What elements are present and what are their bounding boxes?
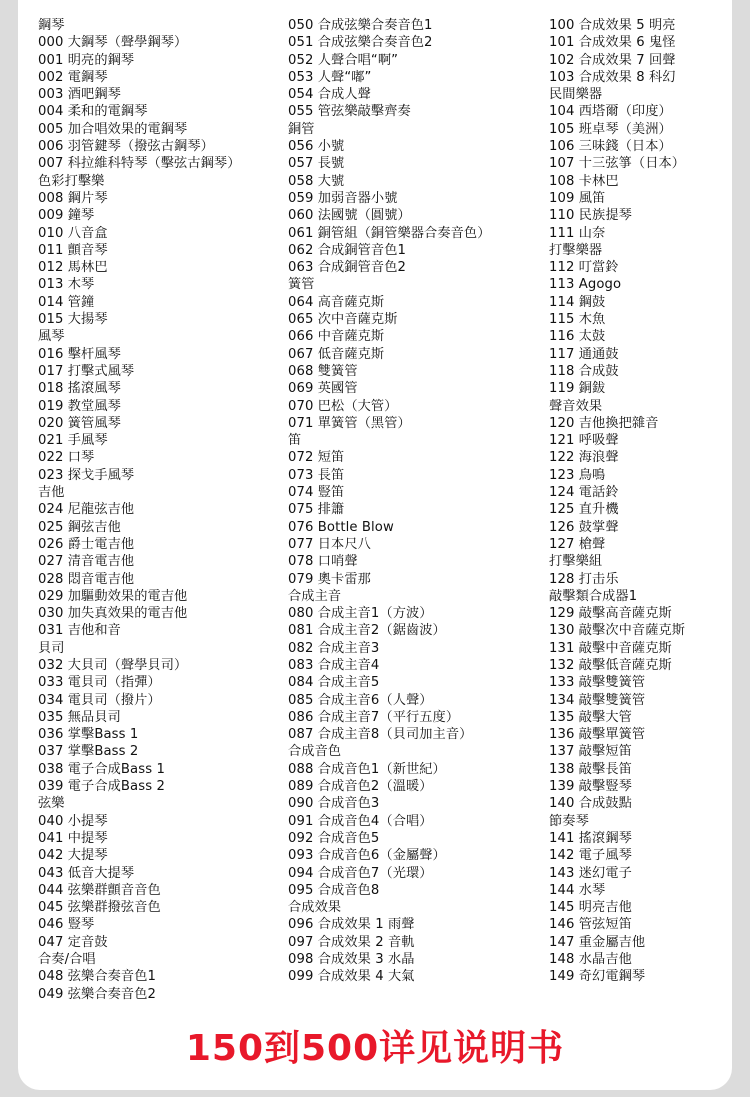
instrument-list-item: 072 短笛 <box>288 450 345 466</box>
instrument-list-item: 086 合成主音7（平行五度） <box>288 709 460 725</box>
instrument-list-item: 109 風笛 <box>549 190 606 206</box>
instrument-list-item: 024 尼龍弦吉他 <box>38 502 135 518</box>
instrument-list-item: 010 八音盒 <box>38 225 108 241</box>
instrument-list-item: 011 顫音琴 <box>38 242 108 258</box>
instrument-list-item: 打擊樂器 <box>549 242 603 258</box>
instrument-list-item: 128 打击乐 <box>549 571 619 587</box>
instrument-list-item: 089 合成音色2（溫暖） <box>288 779 433 795</box>
instrument-list-item: 104 西塔爾（印度） <box>549 104 672 120</box>
instrument-list-item: 048 弦樂合奏音色1 <box>38 969 156 985</box>
instrument-list-item: 合成音色 <box>288 744 342 760</box>
instrument-list-item: 聲音效果 <box>549 398 603 414</box>
instrument-list-item: 106 三味錢（日本） <box>549 139 672 155</box>
instrument-list-item: 121 呼吸聲 <box>549 433 619 449</box>
instrument-list-item: 105 班卓琴（美洲） <box>549 121 672 137</box>
instrument-list-item: 069 英國管 <box>288 381 358 397</box>
instrument-list-item: 043 低音大提琴 <box>38 865 135 881</box>
instrument-list-item: 102 合成效果 7 回聲 <box>549 52 676 68</box>
instrument-list-item: 笛 <box>288 433 302 449</box>
instrument-list-item: 129 敲擊高音薩克斯 <box>549 606 672 622</box>
instrument-list-item: 022 口琴 <box>38 450 95 466</box>
instrument-list-item: 114 鋼鼓 <box>549 294 606 310</box>
instrument-list-item: 124 電話鈴 <box>549 485 619 501</box>
instrument-list-item: 023 探戈手風琴 <box>38 467 135 483</box>
instrument-list-item: 066 中音薩克斯 <box>288 329 385 345</box>
instrument-list-item: 055 管弦樂敲擊齊奏 <box>288 104 411 120</box>
instrument-list-item: 079 奧卡雷那 <box>288 571 371 587</box>
instrument-list-item: 060 法國號（圓號） <box>288 208 411 224</box>
instrument-list-item: 000 大鋼琴（聲學鋼琴） <box>38 35 188 51</box>
instrument-list-item: 016 擊杆風琴 <box>38 346 121 362</box>
instrument-list-item: 140 合成鼓點 <box>549 796 632 812</box>
instrument-list-item: 058 大號 <box>288 173 345 189</box>
instrument-list-item: 062 合成銅管音色1 <box>288 242 406 258</box>
instrument-list-item: 122 海浪聲 <box>549 450 619 466</box>
instrument-list-item: 146 管弦短笛 <box>549 917 632 933</box>
instrument-list-item: 117 通通鼓 <box>549 346 619 362</box>
instrument-list-item: 083 合成主音4 <box>288 657 380 673</box>
instrument-list-item: 091 合成音色4（合唱） <box>288 813 433 829</box>
instrument-list-item: 145 明亮吉他 <box>549 900 632 916</box>
instrument-list-item: 026 爵士電吉他 <box>38 536 135 552</box>
instrument-list-item: 067 低音薩克斯 <box>288 346 385 362</box>
instrument-list-item: 107 十三弦箏（日本） <box>549 156 686 172</box>
instrument-list-item: 打擊樂組 <box>549 554 603 570</box>
instrument-list-item: 053 人聲“嘟” <box>288 69 372 85</box>
instrument-list-item: 142 電子風琴 <box>549 848 632 864</box>
instrument-list-item: 088 合成音色1（新世紀） <box>288 761 446 777</box>
footer-note: 150到500详见说明书 <box>185 1028 565 1069</box>
instrument-list-item: 027 清音電吉他 <box>38 554 135 570</box>
instrument-list-item: 018 搖滾風琴 <box>38 381 121 397</box>
instrument-list-item: 028 悶音電吉他 <box>38 571 135 587</box>
instrument-list-item: 038 電子合成Bass 1 <box>38 761 165 777</box>
instrument-list-item: 092 合成音色5 <box>288 830 380 846</box>
instrument-list-item: 111 山奈 <box>549 225 606 241</box>
instrument-list-item: 吉他 <box>38 485 65 501</box>
instrument-list-item: 041 中提琴 <box>38 830 108 846</box>
instrument-list-item: 113 Agogo <box>549 277 622 293</box>
instrument-list-item: 149 奇幻電鋼琴 <box>549 969 646 985</box>
instrument-list-item: 056 小號 <box>288 139 345 155</box>
instrument-list-item: 148 水晶吉他 <box>549 952 632 968</box>
instrument-list-item: 096 合成效果 1 雨聲 <box>288 917 415 933</box>
instrument-list-item: 070 巴松（大管） <box>288 398 398 414</box>
instrument-list-item: 032 大貝司（聲學貝司） <box>38 657 188 673</box>
instrument-list-item: 合成主音 <box>288 588 342 604</box>
instrument-list-item: 132 敲擊低音薩克斯 <box>549 657 672 673</box>
instrument-list-item: 民間樂器 <box>549 87 603 103</box>
instrument-list-item: 119 銅鈸 <box>549 381 606 397</box>
instrument-list-item: 039 電子合成Bass 2 <box>38 779 165 795</box>
instrument-list-item: 097 合成效果 2 音軌 <box>288 934 415 950</box>
instrument-list-item: 052 人聲合唱“啊” <box>288 52 399 68</box>
instrument-list-item: 126 鼓掌聲 <box>549 519 619 535</box>
instrument-list-item: 銅管 <box>288 121 315 137</box>
instrument-list-sheet <box>18 0 732 1090</box>
instrument-list-item: 125 直升機 <box>549 502 619 518</box>
instrument-list-item: 合成效果 <box>288 900 342 916</box>
instrument-list-item: 112 叮當鈴 <box>549 260 619 276</box>
instrument-list-item: 030 加失真效果的電吉他 <box>38 606 188 622</box>
instrument-list-item: 002 電鋼琴 <box>38 69 108 85</box>
instrument-list-item: 093 合成音色6（金屬聲） <box>288 848 446 864</box>
instrument-list-item: 131 敲擊中音薩克斯 <box>549 640 672 656</box>
instrument-list-item: 034 電貝司（撥片） <box>38 692 161 708</box>
instrument-list-item: 080 合成主音1（方波） <box>288 606 433 622</box>
instrument-list-item: 127 槍聲 <box>549 536 606 552</box>
instrument-list-item: 063 合成銅管音色2 <box>288 260 406 276</box>
instrument-list-item: 081 合成主音2（鋸齒波） <box>288 623 446 639</box>
instrument-list-item: 103 合成效果 8 科幻 <box>549 69 676 85</box>
instrument-list-item: 108 卡林巴 <box>549 173 619 189</box>
instrument-list-item: 033 電貝司（指彈） <box>38 675 161 691</box>
instrument-list-item: 094 合成音色7（光環） <box>288 865 433 881</box>
instrument-list-item: 135 敲擊大管 <box>549 709 632 725</box>
instrument-list-item: 143 迷幻電子 <box>549 865 632 881</box>
instrument-list-item: 037 掌擊Bass 2 <box>38 744 139 760</box>
instrument-list-item: 138 敲擊長笛 <box>549 761 632 777</box>
instrument-list-item: 042 大提琴 <box>38 848 108 864</box>
instrument-list-item: 020 簧管風琴 <box>38 415 121 431</box>
instrument-list-item: 敲擊類合成器1 <box>549 588 638 604</box>
instrument-list-item: 095 合成音色8 <box>288 882 380 898</box>
instrument-list-item: 節奏琴 <box>549 813 589 829</box>
instrument-list-item: 123 鳥鳴 <box>549 467 606 483</box>
instrument-list-item: 049 弦樂合奏音色2 <box>38 986 156 1002</box>
instrument-list-item: 色彩打擊樂 <box>38 173 105 189</box>
instrument-list-item: 115 木魚 <box>549 312 606 328</box>
instrument-column-1 <box>38 17 288 1003</box>
instrument-list-item: 046 豎琴 <box>38 917 95 933</box>
instrument-list-item: 015 大揚琴 <box>38 312 108 328</box>
instrument-list-item: 簧管 <box>288 277 315 293</box>
instrument-list-item: 050 合成弦樂合奏音色1 <box>288 18 433 33</box>
instrument-list-item: 101 合成效果 6 鬼怪 <box>549 35 676 51</box>
instrument-list-item: 風琴 <box>38 329 65 345</box>
instrument-list-item: 012 馬林巴 <box>38 260 108 276</box>
instrument-list-item: 021 手風琴 <box>38 433 108 449</box>
instrument-list-item: 082 合成主音3 <box>288 640 380 656</box>
instrument-list-item: 061 銅管組（銅管樂器合奏音色） <box>288 225 491 241</box>
instrument-list-item: 017 打擊式風琴 <box>38 363 135 379</box>
instrument-list-item: 019 教堂風琴 <box>38 398 121 414</box>
instrument-list-item: 057 長號 <box>288 156 345 172</box>
instrument-list-item: 087 合成主音8（貝司加主音） <box>288 727 473 743</box>
instrument-list-item: 133 敲擊雙簧管 <box>549 675 646 691</box>
instrument-list-item: 144 水琴 <box>549 882 606 898</box>
instrument-list-item: 合奏/合唱 <box>38 952 96 968</box>
instrument-list-item: 003 酒吧鋼琴 <box>38 87 121 103</box>
instrument-list-item: 005 加合唱效果的電鋼琴 <box>38 121 188 137</box>
instrument-list-item: 100 合成效果 5 明亮 <box>549 18 676 33</box>
instrument-list-item: 006 羽管鍵琴（撥弦古鋼琴） <box>38 139 214 155</box>
instrument-list-item: 008 鋼片琴 <box>38 190 108 206</box>
instrument-list-item: 141 搖滾鋼琴 <box>549 830 632 846</box>
instrument-list-item: 013 木琴 <box>38 277 95 293</box>
instrument-list-item: 貝司 <box>38 640 65 656</box>
instrument-list-item: 044 弦樂群顫音音色 <box>38 882 161 898</box>
instrument-list-item: 059 加弱音器小號 <box>288 190 398 206</box>
instrument-list-item: 136 敲擊單簧管 <box>549 727 646 743</box>
instrument-list-item: 139 敲擊豎琴 <box>549 779 632 795</box>
instrument-list-item: 009 鐘琴 <box>38 208 95 224</box>
instrument-list-item: 031 吉他和音 <box>38 623 121 639</box>
instrument-list-item: 007 科拉維科特琴（擊弦古鋼琴） <box>38 156 241 172</box>
instrument-list-item: 134 敲擊雙簧管 <box>549 692 646 708</box>
instrument-list-item: 051 合成弦樂合奏音色2 <box>288 35 433 51</box>
instrument-list-item: 071 單簧管（黑管） <box>288 415 411 431</box>
instrument-list-item: 036 掌擊Bass 1 <box>38 727 139 743</box>
instrument-list-item: 鋼琴 <box>38 18 65 33</box>
instrument-list-item: 025 鋼弦吉他 <box>38 519 121 535</box>
instrument-list-item: 064 高音薩克斯 <box>288 294 385 310</box>
instrument-list-item: 029 加驅動效果的電吉他 <box>38 588 188 604</box>
instrument-list-item: 120 吉他換把雜音 <box>549 415 659 431</box>
instrument-list-item: 035 無品貝司 <box>38 709 121 725</box>
instrument-list-item: 054 合成人聲 <box>288 87 371 103</box>
instrument-list-item: 074 豎笛 <box>288 485 345 501</box>
instrument-list-item: 110 民族提琴 <box>549 208 632 224</box>
instrument-list-item: 078 口哨聲 <box>288 554 358 570</box>
instrument-list-item: 004 柔和的電鋼琴 <box>38 104 148 120</box>
instrument-column-2 <box>288 17 538 986</box>
instrument-list-item: 040 小提琴 <box>38 813 108 829</box>
instrument-list-item: 047 定音鼓 <box>38 934 108 950</box>
instrument-list-item: 076 Bottle Blow <box>288 519 394 535</box>
instrument-list-item: 118 合成鼓 <box>549 363 619 379</box>
instrument-list-item: 130 敲擊次中音薩克斯 <box>549 623 686 639</box>
instrument-list-item: 116 太鼓 <box>549 329 606 345</box>
instrument-list-item: 137 敲擊短笛 <box>549 744 632 760</box>
instrument-list-item: 147 重金屬吉他 <box>549 934 646 950</box>
instrument-list-item: 084 合成主音5 <box>288 675 380 691</box>
instrument-list-item: 065 次中音薩克斯 <box>288 312 398 328</box>
instrument-list-item: 099 合成效果 4 大氣 <box>288 969 415 985</box>
instrument-list-item: 001 明亮的鋼琴 <box>38 52 135 68</box>
instrument-list-item: 045 弦樂群撥弦音色 <box>38 900 161 916</box>
instrument-list-item: 077 日本尺八 <box>288 536 371 552</box>
instrument-list-item: 弦樂 <box>38 796 65 812</box>
instrument-list-item: 085 合成主音6（人聲） <box>288 692 433 708</box>
instrument-list-item: 075 排簫 <box>288 502 345 518</box>
instrument-list-item: 073 長笛 <box>288 467 345 483</box>
instrument-list-item: 090 合成音色3 <box>288 796 380 812</box>
instrument-list-item: 068 雙簧管 <box>288 363 358 379</box>
instrument-column-3 <box>549 17 749 986</box>
instrument-list-item: 014 管鐘 <box>38 294 95 310</box>
instrument-list-item: 098 合成效果 3 水晶 <box>288 952 415 968</box>
